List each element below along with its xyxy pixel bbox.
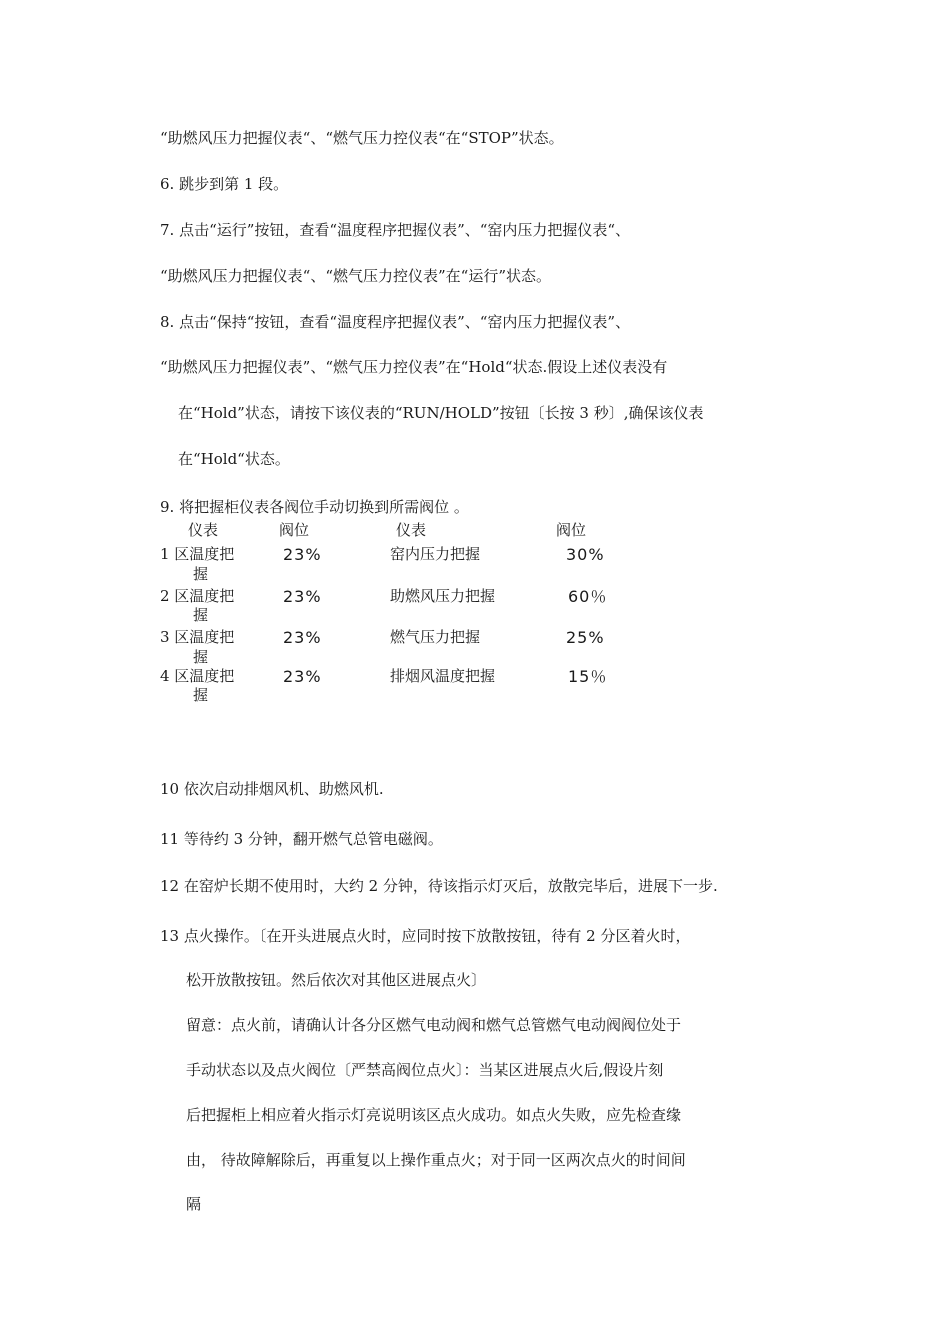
table-cell: 握 xyxy=(193,606,209,624)
step-11: 11 等待约 3 分钟，翻开燃气总管电磁阀。 xyxy=(160,830,443,848)
step-12: 12 在窑炉长期不使用时，大约 2 分钟，待该指示灯灭后，放散完毕后，进展下一步. xyxy=(160,877,718,895)
table-cell: 23% xyxy=(283,628,322,647)
text-line: 在“Hold“状态。 xyxy=(178,450,290,468)
table-cell: 1 区温度把 xyxy=(160,545,235,563)
note-line: 留意：点火前，请确认计各分区燃气电动阀和燃气总管燃气电动阀阀位处于 xyxy=(186,1016,682,1034)
table-cell: 23% xyxy=(283,587,322,606)
table-cell: 4 区温度把 xyxy=(160,667,235,685)
text-line: “助燃风压力把握仪表“、“燃气压力控仪表”在“运行”状态。 xyxy=(160,267,552,285)
table-cell: 3 区温度把 xyxy=(160,628,235,646)
table-header: 阀位 xyxy=(279,521,310,539)
note-line: 由， 待故障解除后，再重复以上操作重点火；对于同一区两次点火的时间间 xyxy=(186,1151,686,1169)
table-cell: 2 区温度把 xyxy=(160,587,235,605)
table-cell: 握 xyxy=(193,565,209,583)
note-line: 隔 xyxy=(186,1195,202,1213)
step-8: 8. 点击“保持“按钮，查看“温度程序把握仪表”、“窑内压力把握仪表”、 xyxy=(160,313,631,331)
table-header: 仪表 xyxy=(188,521,219,539)
table-cell: 握 xyxy=(193,648,209,666)
table-cell: 30% xyxy=(566,545,605,564)
step-13: 13 点火操作。〔在开头进展点火时，应同时按下放散按钮，待有 2 分区着火时， xyxy=(160,927,691,945)
table-cell: 燃气压力把握 xyxy=(390,628,481,646)
table-header: 阀位 xyxy=(556,521,587,539)
table-cell: 15％ xyxy=(568,667,608,686)
text-line: “助燃风压力把握仪表“、“燃气压力控仪表“在“STOP”状态。 xyxy=(160,129,564,147)
step-9: 9. 将把握柜仪表各阀位手动切换到所需阀位 。 xyxy=(160,498,469,516)
note-line: 后把握柜上相应着火指示灯亮说明该区点火成功。如点火失败，应先检查缘 xyxy=(186,1106,682,1124)
table-cell: 窑内压力把握 xyxy=(390,545,481,563)
step-10: 10 依次启动排烟风机、助燃风机. xyxy=(160,780,384,798)
table-cell: 23% xyxy=(283,545,322,564)
text-line: “助燃风压力把握仪表”、“燃气压力控仪表”在“Hold“状态.假设上述仪表没有 xyxy=(160,358,668,376)
note-line: 手动状态以及点火阀位〔严禁高阀位点火〕：当某区进展点火后,假设片刻 xyxy=(186,1061,664,1079)
text-line: 松开放散按钮。然后依次对其他区进展点火〕 xyxy=(186,971,487,989)
table-cell: 60％ xyxy=(568,587,608,606)
step-6: 6. 跳步到第 1 段。 xyxy=(160,175,289,193)
table-cell: 25% xyxy=(566,628,605,647)
step-7: 7. 点击“运行”按钮，查看“温度程序把握仪表”、“窑内压力把握仪表“、 xyxy=(160,221,631,239)
table-cell: 排烟风温度把握 xyxy=(390,667,496,685)
table-cell: 23% xyxy=(283,667,322,686)
table-cell: 握 xyxy=(193,686,209,704)
table-cell: 助燃风压力把握 xyxy=(390,587,496,605)
table-header: 仪表 xyxy=(396,521,427,539)
text-line: 在“Hold”状态，请按下该仪表的“RUN/HOLD”按钮〔长按 3 秒〕,确保该仪表 xyxy=(178,404,704,422)
